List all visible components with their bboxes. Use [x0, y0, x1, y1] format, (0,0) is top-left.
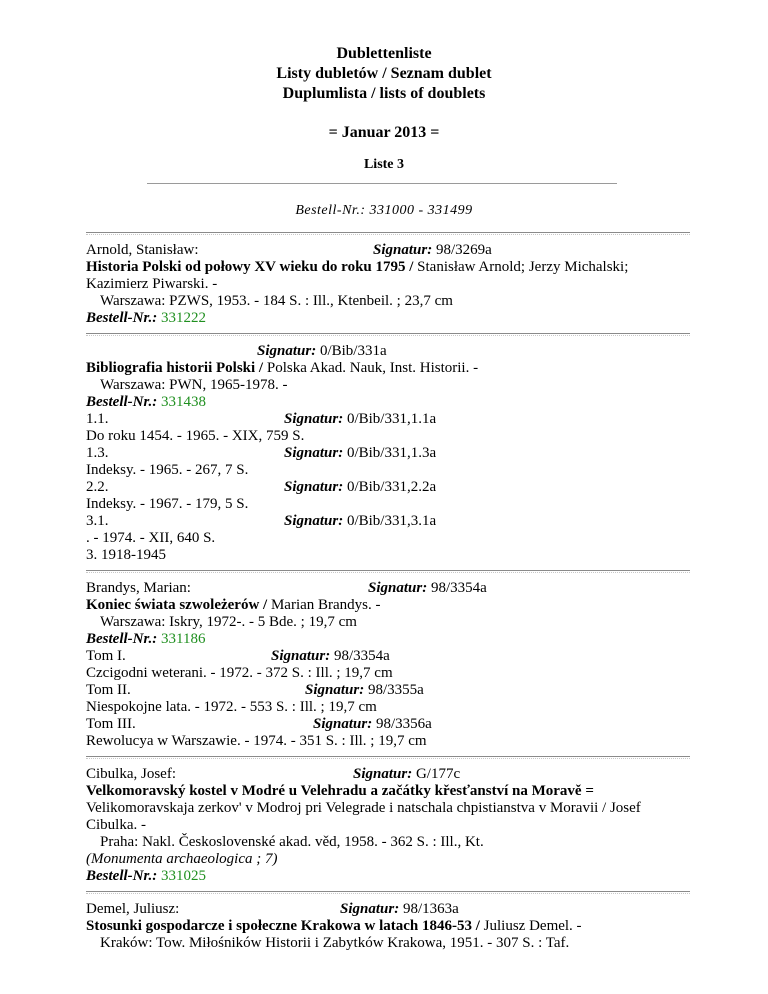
volume-desc: Niespokojne lata. - 1972. - 553 S. : Ill. ; 19,7 cm	[86, 699, 377, 715]
entry-bestell-nr: Bestell-Nr.: 331222	[86, 310, 206, 326]
entry-signatur: Signatur: G/177c	[353, 766, 461, 782]
list-entry	[86, 766, 690, 885]
entry-bestell-nr: Bestell-Nr.: 331438	[86, 394, 206, 410]
entry-series: (Monumenta archaeologica ; 7)	[86, 851, 278, 867]
entry-separator	[86, 333, 690, 336]
list-entry	[86, 901, 690, 952]
entry-title-block: Stosunki gospodarcze i społeczne Krakowa w latach 1846-53 / Juliusz Demel. -	[86, 918, 582, 934]
volume-row: 1.3. Signatur: 0/Bib/331,1.3a	[86, 445, 437, 461]
header-title-pl-cs: Listy dubletów / Seznam dublet	[276, 65, 492, 82]
entry-author: Cibulka, Josef:	[86, 766, 176, 782]
entry-imprint: Warszawa: PZWS, 1953. - 184 S. : Ill., Ktenbeil. ; 23,7 cm	[100, 293, 453, 309]
entry-bestell-nr: Bestell-Nr.: 331186	[86, 631, 206, 647]
entry-title: Stosunki gospodarcze i społeczne Krakowa w latach 1846-53 /	[86, 918, 480, 934]
entry-imprint: Kraków: Tow. Miłośników Historii i Zabytków Krakowa, 1951. - 307 S. : Taf.	[100, 935, 570, 951]
entry-imprint: Warszawa: PWN, 1965-1978. -	[100, 377, 288, 393]
entry-title: Historia Polski od połowy XV wieku do roku 1795 /	[86, 259, 414, 275]
entry-signatur: Signatur: 98/3354a	[368, 580, 487, 596]
doublet-list	[86, 232, 690, 958]
header-title-hu-en: Duplumlista / lists of doublets	[282, 85, 486, 102]
header-list-number: Liste 3	[363, 157, 405, 172]
entry-imprint: Praha: Nakl. Československé akad. věd, 1958. - 362 S. : Ill., Kt.	[100, 834, 484, 850]
volume-desc: Indeksy. - 1965. - 267, 7 S.	[86, 462, 249, 478]
volume-desc: . - 1974. - XII, 640 S.	[86, 530, 216, 546]
entry-title: Bibliografia historii Polski /	[86, 360, 264, 376]
volume-desc: Rewolucya w Warszawie. - 1974. - 351 S. : Ill. ; 19,7 cm	[86, 733, 427, 749]
header-divider	[147, 183, 617, 184]
entry-imprint: Warszawa: Iskry, 1972-. - 5 Bde. ; 19,7 cm	[100, 614, 357, 630]
list-header	[0, 44, 768, 174]
entry-separator	[86, 570, 690, 573]
entry-note: 3. 1918-1945	[86, 547, 166, 563]
entry-title: Koniec świata szwoleżerów /	[86, 597, 268, 613]
entry-separator	[86, 756, 690, 759]
list-entry	[86, 580, 690, 750]
entry-signatur: Signatur: 98/3269a	[373, 242, 492, 258]
entry-signatur: Signatur: 0/Bib/331a	[257, 343, 387, 359]
order-number-range: Bestell-Nr.: 331000 - 331499	[295, 203, 473, 218]
header-date: = Januar 2013 =	[328, 124, 440, 141]
volume-desc: Czcigodni weterani. - 1972. - 372 S. : Ill. ; 19,7 cm	[86, 665, 393, 681]
entry-parallel-title: Velikomoravskaja zerkov' v Modroj pri Velegrade i natschala chpistianstva v Moravii / Josef Cibulka. -	[86, 800, 641, 833]
list-entry	[86, 242, 690, 327]
volume-row: 1.1. Signatur: 0/Bib/331,1.1a	[86, 411, 437, 427]
entry-bestell-nr: Bestell-Nr.: 331025	[86, 868, 206, 884]
volume-row: Tom III. Signatur: 98/3356a	[86, 716, 432, 732]
volume-row: 2.2. Signatur: 0/Bib/331,2.2a	[86, 479, 437, 495]
list-entry	[86, 343, 690, 564]
entry-separator	[86, 232, 690, 235]
volume-desc: Indeksy. - 1967. - 179, 5 S.	[86, 496, 249, 512]
header-title-de: Dublettenliste	[336, 45, 432, 62]
entry-title-block: Koniec świata szwoleżerów / Marian Brandys. -	[86, 597, 381, 613]
entry-author: Brandys, Marian:	[86, 580, 191, 596]
entry-signatur: Signatur: 98/1363a	[340, 901, 459, 917]
entry-title-block: Historia Polski od połowy XV wieku do roku 1795 / Stanisław Arnold; Jerzy Michalski; Kazimierz Piwarski. -	[86, 259, 629, 292]
entry-separator	[86, 891, 690, 894]
volume-row: Tom II. Signatur: 98/3355a	[86, 682, 424, 698]
volume-desc: Do roku 1454. - 1965. - XIX, 759 S.	[86, 428, 305, 444]
entry-title: Velkomoravský kostel v Modré u Velehradu a začátky křesťanství na Moravě =	[86, 783, 594, 799]
entry-title-block: Bibliografia historii Polski / Polska Akad. Nauk, Inst. Historii. -	[86, 360, 479, 376]
volume-row: 3.1. Signatur: 0/Bib/331,3.1a	[86, 513, 437, 529]
entry-author: Arnold, Stanisław:	[86, 242, 199, 258]
volume-row: Tom I. Signatur: 98/3354a	[86, 648, 390, 664]
entry-author: Demel, Juliusz:	[86, 901, 180, 917]
